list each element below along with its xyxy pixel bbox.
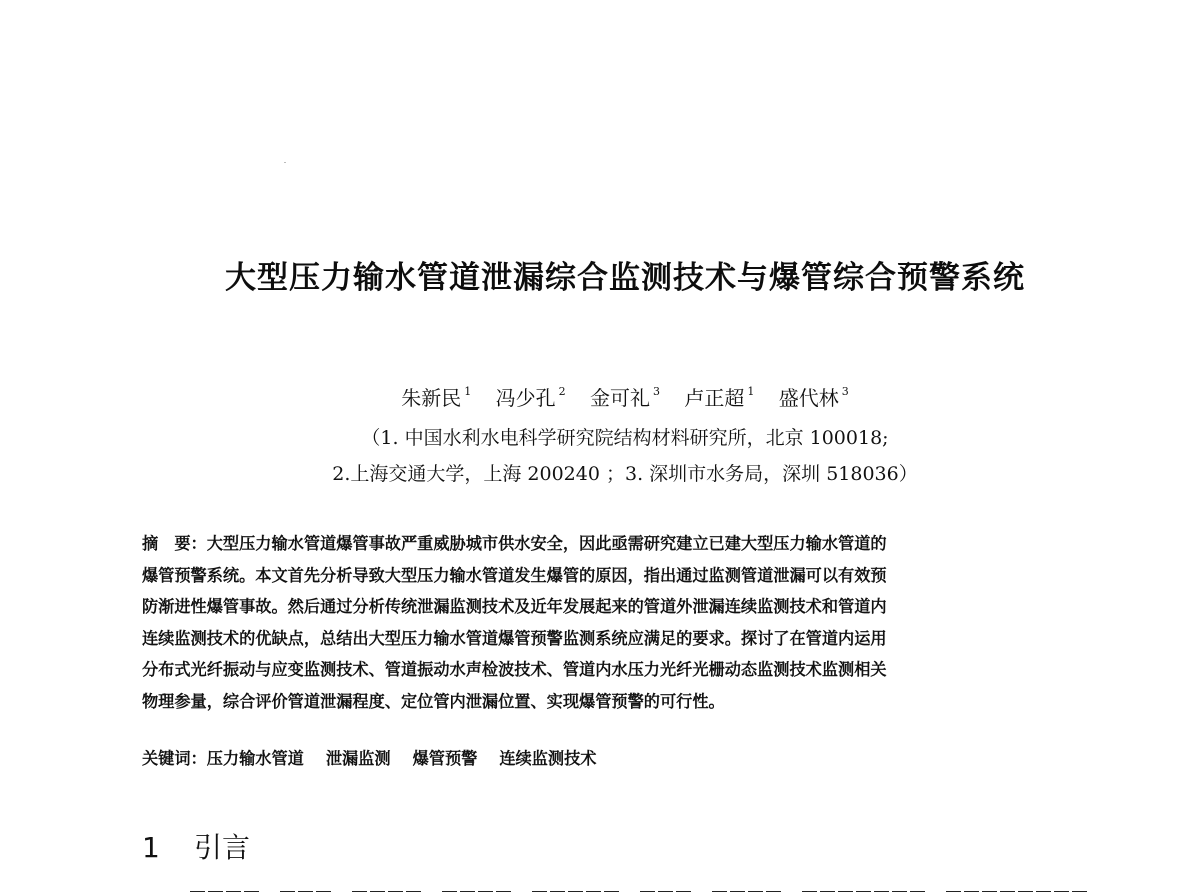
abstract-line: 物理参量，综合评价管道泄漏程度、定位管内泄漏位置、实现爆管预警的可行性。	[142, 691, 725, 711]
author	[401, 382, 471, 411]
affiliation-line-2: 2.上海交通大学，上海 200240 ；3. 深圳市水务局，深圳 518036）	[332, 463, 918, 485]
keyword: 压力输水管道	[206, 749, 304, 768]
abstract-line: 连续监测技术的优缺点，总结出大型压力输水管道爆管预警监测系统应满足的要求。探讨了在管道内运用	[142, 628, 887, 648]
author-affiliation-mark: 3	[841, 385, 849, 398]
author-name: 卢正超	[684, 386, 745, 410]
author-name: 盛代林	[778, 386, 839, 410]
affiliation-line-1: （1. 中国水利水电科学研究院结构材料研究所，北京 100018;	[361, 427, 889, 449]
abstract-text: 大型压力输水管道爆管事故严重威胁城市供水安全，因此亟需研究建立已建大型压力输水管道的	[206, 534, 887, 553]
scan-speck	[284, 162, 286, 163]
author	[684, 382, 754, 411]
section-heading	[142, 826, 250, 866]
abstract-line: 分布式光纤振动与应变监测技术、管道振动水声检波技术、管道内水压力光纤光栅动态监测技术监测相关	[142, 660, 887, 680]
author	[590, 382, 660, 411]
keywords	[142, 745, 619, 769]
cut-off-text-row	[190, 884, 1110, 892]
author-name: 金可礼	[590, 386, 650, 410]
abstract-line	[142, 528, 1102, 560]
author-affiliation-mark: 2	[558, 385, 566, 398]
keyword: 连续监测技术	[499, 749, 597, 768]
author-affiliation-mark: 3	[653, 385, 660, 398]
author-name: 朱新民	[401, 386, 462, 410]
author	[496, 382, 566, 411]
abstract	[142, 528, 1102, 718]
paper-title: 大型压力输水管道泄漏综合监测技术与爆管综合预警系统	[225, 260, 1025, 296]
keyword: 爆管预警	[412, 749, 478, 768]
author-affiliation-mark: 1	[464, 385, 472, 398]
abstract-label: 摘 要：	[142, 534, 207, 553]
abstract-line: 爆管预警系统。本文首先分析导致大型压力输水管道发生爆管的原因，指出通过监测管道泄漏可以有效预	[142, 565, 887, 585]
author-name: 冯少孔	[495, 386, 556, 410]
keyword: 泄漏监测	[325, 749, 391, 768]
author-list	[0, 382, 1200, 411]
author	[779, 382, 849, 411]
keywords-label: 关键词：	[142, 749, 207, 768]
section-number: 1	[142, 831, 160, 864]
author-affiliation-mark: 1	[747, 385, 755, 398]
section-title: 引言	[194, 831, 251, 864]
abstract-line: 防渐进性爆管事故。然后通过分析传统泄漏监测技术及近年发展起来的管道外泄漏连续监测技术和管道内	[142, 597, 887, 617]
